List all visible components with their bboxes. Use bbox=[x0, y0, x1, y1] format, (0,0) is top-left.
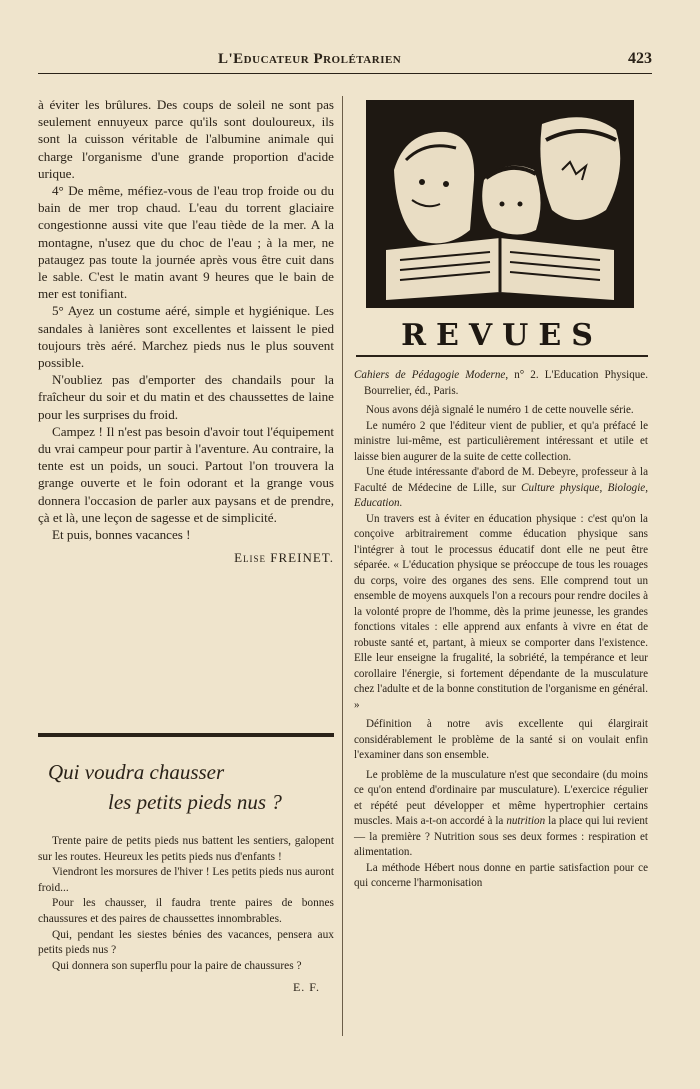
poem-signature: E. F. bbox=[292, 980, 320, 995]
review-paragraph: Nous avons déjà signalé le numéro 1 de cette nouvelle série. bbox=[366, 404, 634, 416]
header-rule bbox=[38, 73, 652, 74]
review-paragraph: La méthode Hébert nous donne en partie satisfaction pour ce qui concerne l'harmonisation bbox=[354, 861, 648, 889]
article-paragraph: Et puis, bonnes vacances ! bbox=[52, 527, 191, 543]
review-paragraph: Un travers est à éviter en éducation physique : c'est qu'on la conçoive arbitrairement comme éducation physique sans l'intégrer à tout le processus éducatif dont elle ne peut être séparée. « L'éducation physique se préoccupe de tous les rouages du corps, voire des organes des sens. Elle comprend tout un ensemble de moyens auxquels l'on a recours pour rendre dociles à la volonté propre de l'homme, dès la prime jeunesse, les grandes fonctions vitales : elle apprend aux enfants à vivre en état de robuste santé et, partant, à mieux se comporter dans l'existence. Elle leur enseigne la frugalité, la sobriété, la tempérance et leur corollaire l'énergie, si fortement dépendante de la musculature chez l'adulte et de la bonne constitution de l'organisme en général. » bbox=[354, 512, 648, 711]
column-divider bbox=[342, 96, 343, 1036]
article-paragraph: 5° Ayez un costume aéré, simple et hygiénique. Les sandales à lanières sont excellentes et laissent le pied toujours très aéré. Marchez pieds nus le plus souvent possible. bbox=[38, 303, 334, 371]
revues-column bbox=[354, 368, 648, 892]
review-text: la place qui lui revient — la première ? Nutrition sous ses deux formes : respiration et alimentation. bbox=[354, 815, 648, 858]
poem-article bbox=[38, 834, 334, 996]
review-text: Le problème de la musculature n'est que secondaire (du moins ce qu'on entend d'ordinaire par musculature). L'exercice régulier et répété peut développer et même hypertrophier certains muscles. Mais a-t-on accordé à la bbox=[354, 768, 648, 827]
review-paragraph: Le numéro 2 que l'éditeur vient de publier, et qu'a préfacé le ministre lui-même, est particulièrement intéressant et utile et laisse bien augurer de la suite de cette collection. bbox=[354, 419, 648, 463]
article-paragraph: N'oubliez pas d'emporter des chandails pour la fraîcheur du soir et du matin et des chaussettes de laine pour les surprises du froid. bbox=[38, 372, 334, 422]
review-paragraph bbox=[354, 768, 648, 861]
revues-rule bbox=[356, 355, 648, 357]
review-publisher: , n° 2. L'Education Physique. Bourrelier, éd., Paris. bbox=[364, 369, 648, 397]
revues-section-title: REVUES bbox=[401, 318, 603, 353]
page-header bbox=[38, 48, 652, 72]
review-paragraph: Définition à notre avis excellente qui élargirait considérablement le problème de la santé si on voulait enfin l'examiner dans son ensemble. bbox=[354, 718, 648, 761]
headline-line-2: les petits pieds nus ? bbox=[108, 790, 282, 814]
journal-title: L'Educateur Prolétarien bbox=[218, 51, 402, 67]
review-italic: nutrition bbox=[506, 815, 546, 827]
woodcut-illustration bbox=[366, 100, 634, 308]
section-divider bbox=[38, 733, 334, 737]
review-title: Cahiers de Pédagogie Moderne bbox=[354, 369, 506, 381]
poem-paragraph: Qui, pendant les siestes bénies des vacances, pensera aux petits pieds nus ? bbox=[38, 928, 334, 957]
author-signature: Elise FREINET. bbox=[234, 550, 334, 566]
page-number: 423 bbox=[628, 50, 652, 67]
review-text: Une étude intéressante d'abord de M. Debeyre, professeur à la Faculté de Médecine de Lille, sur bbox=[354, 466, 648, 494]
poem-headline bbox=[48, 757, 338, 817]
headline-line-1: Qui voudra chausser bbox=[48, 760, 225, 784]
article-paragraph: à éviter les brûlures. Des coups de soleil ne sont pas seulement ennuyeux parce qu'ils sont douloureux, ils sont la cuisson véritable de l'albumine animale qui charge l'organisme d'une grande proportion d'acide urique. bbox=[38, 97, 334, 181]
review-citation bbox=[354, 368, 648, 399]
review-paragraph bbox=[354, 465, 648, 512]
left-article bbox=[38, 96, 334, 566]
poem-paragraph: Trente paire de petits pieds nus battent les sentiers, galopent sur les routes. Heureux les petits pieds nus d'enfants ! bbox=[38, 835, 334, 863]
poem-paragraph: Viendront les morsures de l'hiver ! Les petits pieds nus auront froid... bbox=[38, 866, 334, 894]
poem-paragraph: Qui donnera son superflu pour la paire de chaussures ? bbox=[52, 959, 302, 972]
article-paragraph: Campez ! Il n'est pas besoin d'avoir tout l'équipement du vrai campeur pour partir à l'aventure. Au contraire, la tente est un poids, un souci. Partout l'on trouvera la grange ouverte et le foin odorant et la grange vous donnera l'occasion de parler aux paysans et de prendre, çà et là, une leçon de sagesse et de simplicité. bbox=[38, 423, 334, 525]
review-italic: Culture physique, Biologie, Education. bbox=[354, 481, 648, 509]
poem-paragraph: Pour les chausser, il faudra trente paires de bonnes chaussures et des paires de chaussettes innombrables. bbox=[38, 897, 334, 925]
article-paragraph: 4° De même, méfiez-vous de l'eau trop froide ou du bain de mer trop chaud. L'eau du torrent glaciaire congestionne aussi vite que l'eau tiède de la mer. A la montagne, n'usez que du choc de l'eau ; à la mer, ne pataugez pas toute la journée après vous être cuit dans le sable. C'est le matin avant 9 heures que le bain de mer est tonifiant. bbox=[38, 183, 334, 302]
